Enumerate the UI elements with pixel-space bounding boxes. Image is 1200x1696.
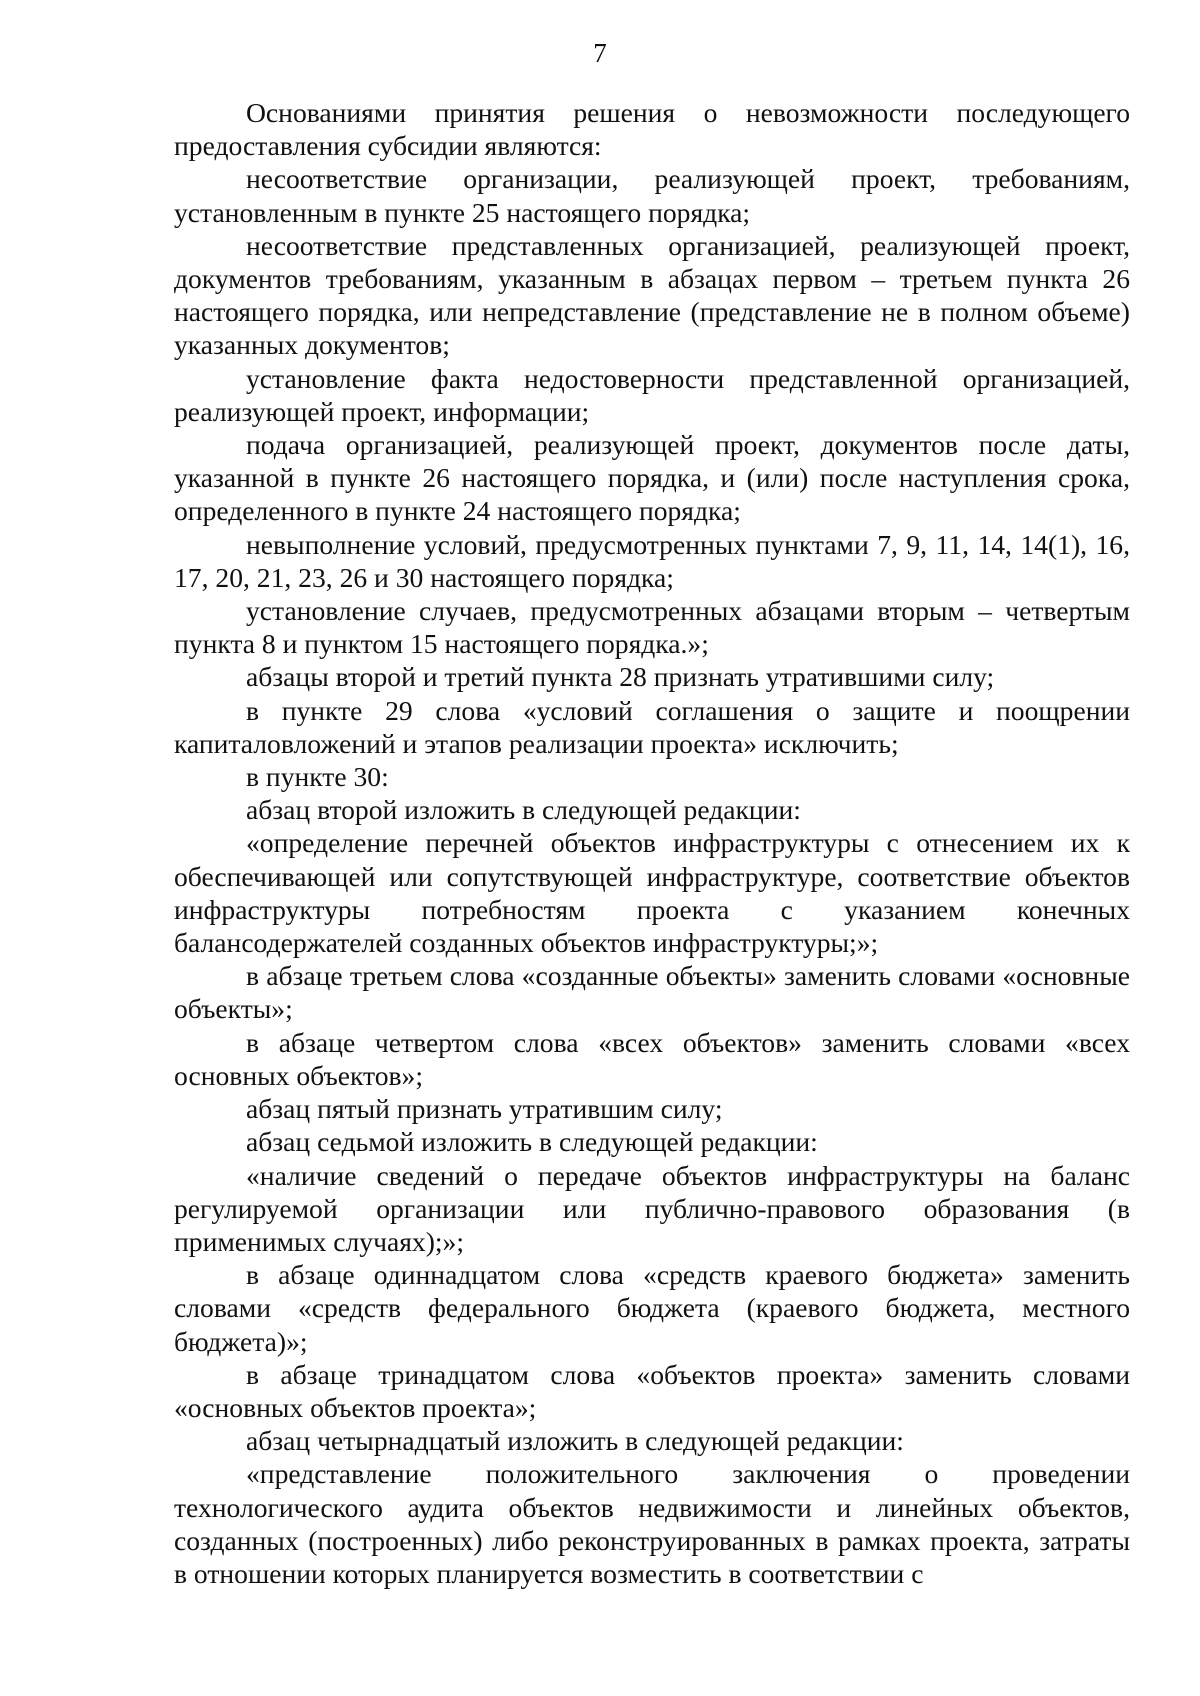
paragraph: абзац четырнадцатый изложить в следующей редакции: — [246, 1425, 904, 1457]
paragraph: установление случаев, предусмотренных абзацами вторым – четвертым пункта 8 и пунктом 15 настоящего порядка.»; — [174, 595, 1130, 660]
paragraph: подача организацией, реализующей проект, документов после даты, указанной в пункте 26 настоящего порядка, и (или) после наступления срока, определенного в пункте 24 настоящего порядка; — [174, 429, 1130, 527]
paragraph: в пункте 29 слова «условий соглашения о защите и поощрении капиталовложений и этапов реализации проекта» исключить; — [174, 694, 1130, 759]
paragraph: в абзаце четвертом слова «всех объектов» заменить словами «всех основных объектов»; — [174, 1026, 1130, 1091]
paragraph: «определение перечней объектов инфраструктуры с отнесением их к обеспечивающей или сопутствующей инфраструктуре, соответствие объектов инфраструктуры потребностям проекта с указанием конечных балансодержателей созданных объектов инфраструктуры;»; — [174, 827, 1130, 959]
paragraph: абзац пятый признать утратившим силу; — [246, 1093, 723, 1125]
paragraph: абзац седьмой изложить в следующей редакции: — [246, 1126, 818, 1158]
paragraph: невыполнение условий, предусмотренных пунктами 7, 9, 11, 14, 14(1), 16, 17, 20, 21, 23, 26 и 30 настоящего порядка; — [174, 528, 1130, 593]
paragraph: в абзаце третьем слова «созданные объекты» заменить словами «основные объекты»; — [174, 960, 1130, 1025]
paragraph: в пункте 30: — [246, 761, 389, 793]
paragraph: в абзаце одиннадцатом слова «средств краевого бюджета» заменить словами «средств федерального бюджета (краевого бюджета, местного бюджета)»; — [174, 1259, 1130, 1357]
paragraph: установление факта недостоверности представленной организацией, реализующей проект, информации; — [174, 362, 1130, 427]
paragraph: абзац второй изложить в следующей редакции: — [246, 794, 801, 826]
paragraph: «наличие сведений о передаче объектов инфраструктуры на баланс регулируемой организации или публично-правового образования (в применимых случаях);»; — [174, 1159, 1130, 1257]
paragraph: абзацы второй и третий пункта 28 признать утратившими силу; — [246, 661, 995, 693]
page-number: 7 — [593, 38, 607, 68]
paragraph: несоответствие представленных организацией, реализующей проект, документов требованиям, указанным в абзацах первом – третьем пункта 26 настоящего порядка, или непредставление (представление не в полном объеме) указанных документов; — [174, 229, 1130, 361]
paragraph: в абзаце тринадцатом слова «объектов проекта» заменить словами «основных объектов проекта»; — [174, 1358, 1130, 1423]
paragraph: несоответствие организации, реализующей проект, требованиям, установленным в пункте 25 настоящего порядка; — [174, 163, 1130, 228]
document-body — [174, 96, 1130, 1590]
paragraph: «представление положительного заключения о проведении технологического аудита объектов недвижимости и линейных объектов, созданных (построенных) либо реконструированных в рамках проекта, затраты в отношении которых планируется возместить в соответствии с — [174, 1458, 1130, 1589]
paragraph: Основаниями принятия решения о невозможности последующего предоставления субсидии являются: — [174, 97, 1130, 162]
